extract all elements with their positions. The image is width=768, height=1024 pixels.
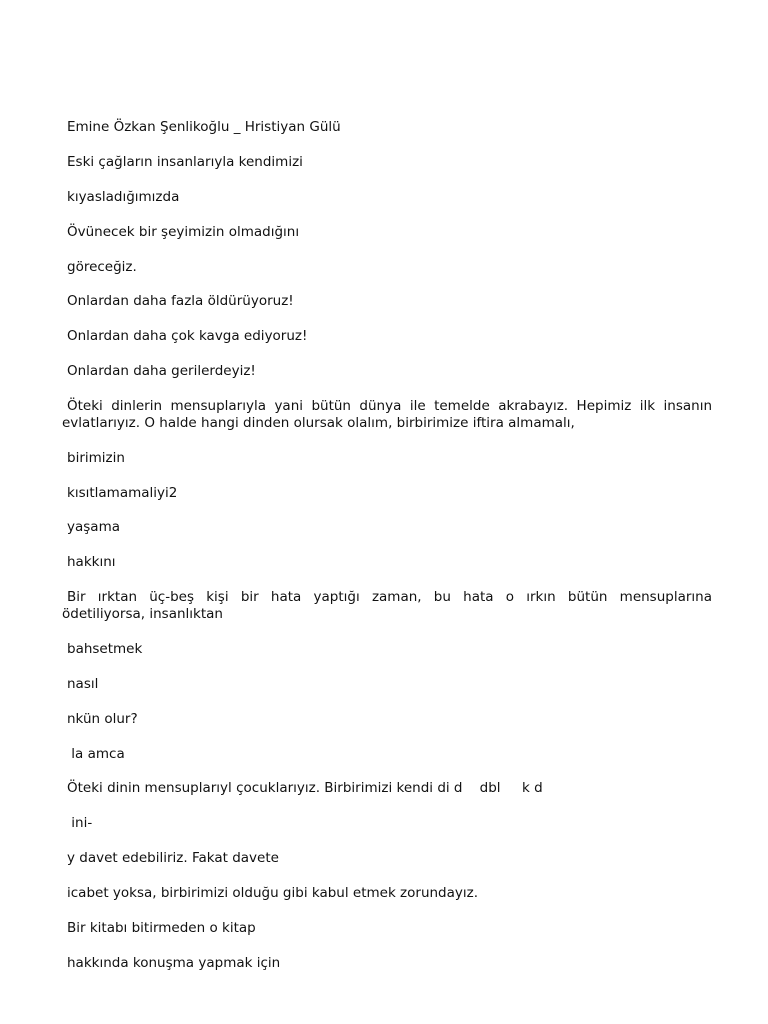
paragraph [62,589,712,623]
text-line: birimizin [67,450,125,466]
text-line: kısıtlamamaliyi2 [67,485,178,501]
text-line: Onlardan daha çok kavga ediyoruz! [67,328,308,344]
paragraph-line: Öteki dinlerin mensuplarıyla yani bütün dünya ile temelde akrabayız. Hepimiz ilk insanın [67,398,712,414]
paragraph-line: Bir ırktan üç-beş kişi bir hata yaptığı zaman, bu hata o ırkın bütün mensuplarına [67,589,712,605]
text-line: hakkını [67,554,116,570]
text-line: kıyasladığımızda [67,189,180,205]
text-line: icabet yoksa, birbirimizi olduğu gibi kabul etmek zorundayız. [67,885,479,901]
text-line: Onlardan daha gerilerdeyiz! [67,363,256,379]
text-line: Övünecek bir şeyimizin olmadığını [67,224,300,240]
text-line: ini- [67,815,93,831]
text-line: y davet edebiliriz. Fakat davete [67,850,279,866]
text-line: yaşama [67,519,120,535]
text-line: Onlardan daha fazla öldürüyoruz! [67,293,294,309]
text-line: la amca [67,746,125,762]
text-line: nkün olur? [67,711,138,727]
text-line: hakkında konuşma yapmak için [67,955,281,971]
text-line: Eski çağların insanlarıyla kendimizi [67,154,303,170]
text-line: Öteki dinin mensuplarıyl çocuklarıyız. Birbirimizi kendi di d dbl k d [67,780,543,796]
paragraph-line: ödetiliyorsa, insanlıktan [62,606,223,622]
paragraph-line: evlatlarıyız. O halde hangi dinden olursak olalım, birbirimize iftira almamalı, [62,415,575,431]
text-line: nasıl [67,676,99,692]
paragraph [62,398,712,432]
author-title-line: Emine Özkan Şenlikoğlu _ Hristiyan Gülü [67,119,341,135]
text-line: göreceğiz. [67,259,137,275]
text-line: bahsetmek [67,641,143,657]
text-line: Bir kitabı bitirmeden o kitap [67,920,256,936]
